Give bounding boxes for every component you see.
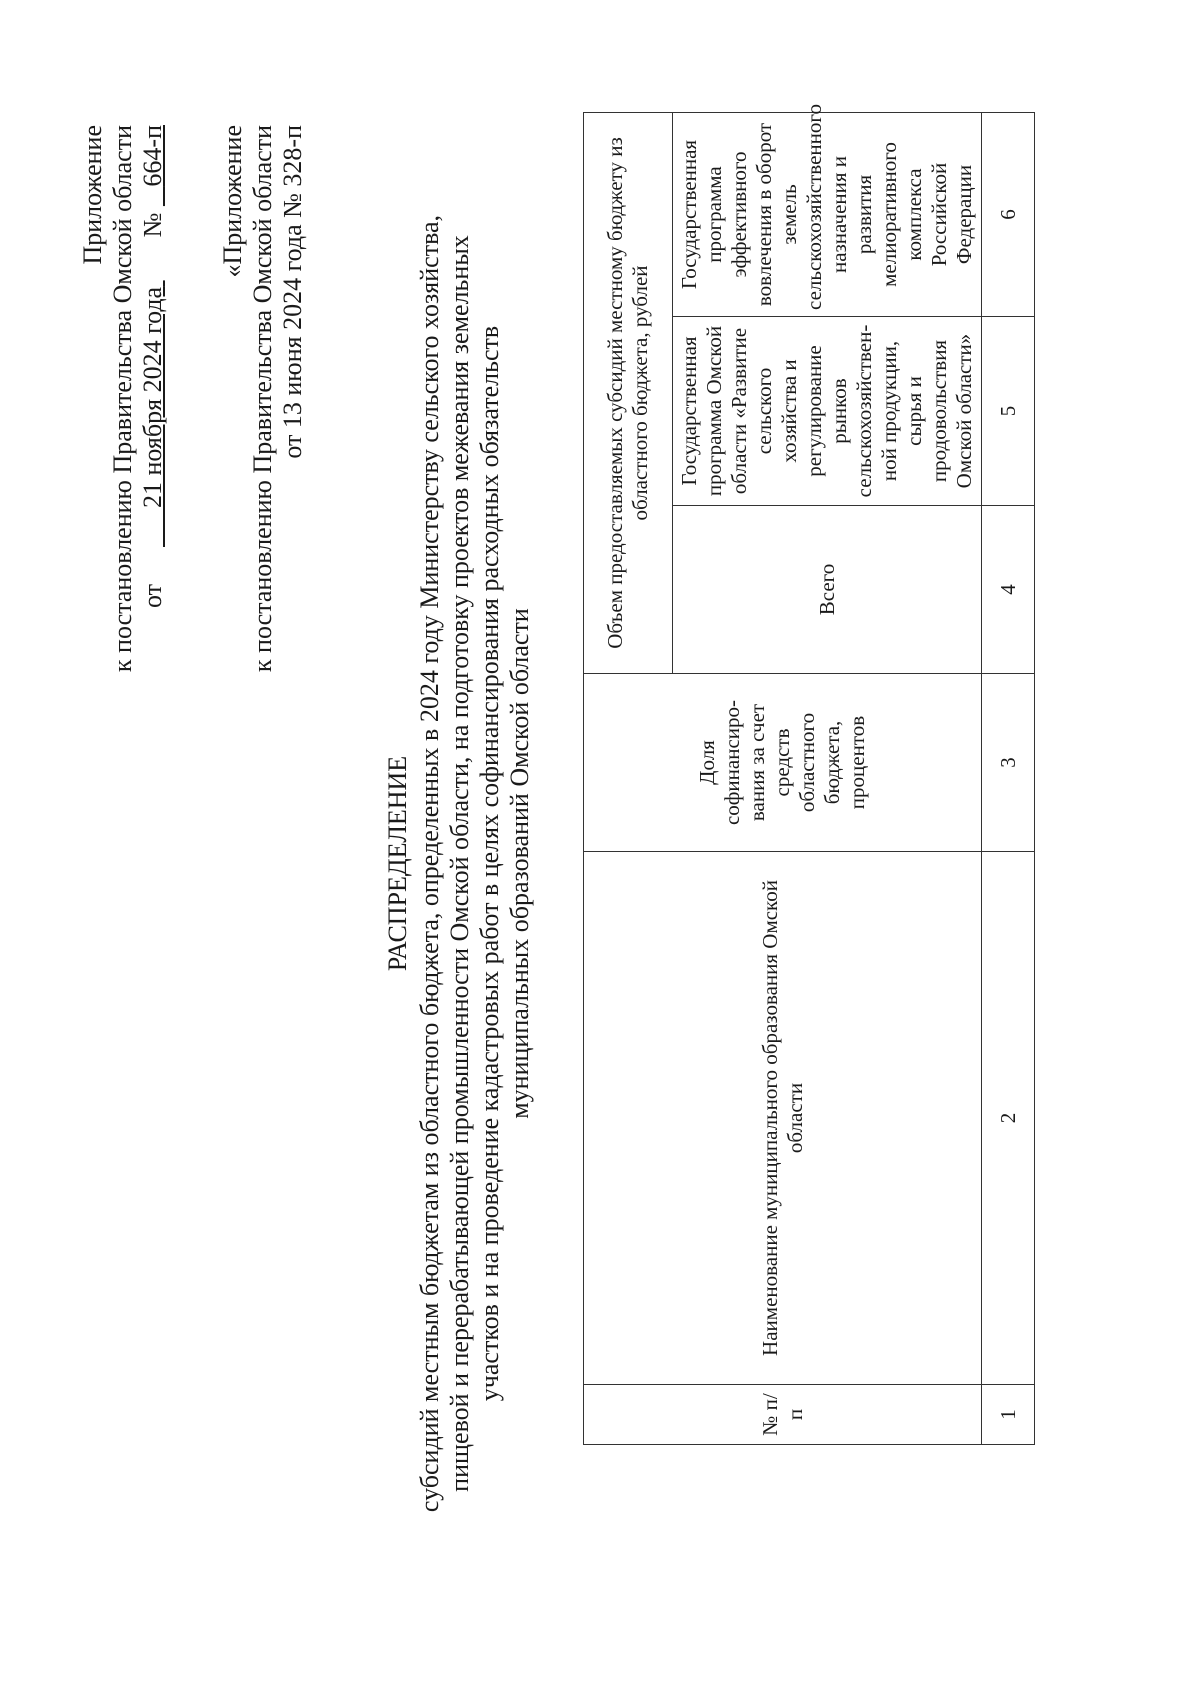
header-subsidy-volume: Объем предоставляемых субсидий местному бюджету из областного бюджета, рублей [584, 112, 673, 673]
column-number: 5 [982, 317, 1035, 506]
number-prefix: № [138, 212, 167, 238]
appendix-label: Приложение [78, 125, 107, 265]
table-header-row [584, 112, 673, 1444]
column-number: 6 [982, 112, 1035, 316]
document-title [383, 200, 535, 1527]
title-line: участков и на проведение кадастровых работ в целях софинансирования расходных обязательств [475, 325, 504, 1402]
old-appendix-decree-ref: к постановлению Правительства Омской области [248, 125, 277, 673]
header-total: Всего [673, 506, 982, 674]
old-appendix-date-number: от 13 июня 2024 года № 328-п [278, 125, 307, 459]
appendix-date-number [138, 125, 168, 672]
header-cofinancing-share: Доля софинансиро-вания за счет средств областного бюджета, процентов [584, 674, 982, 852]
decree-number: 664-п [138, 125, 167, 187]
title-line: субсидий местным бюджетам из областного бюджета, определенных в 2024 году Министерству сельского хозяйства, [415, 214, 444, 1513]
title-line: муниципальных образований Омской области [505, 608, 534, 1119]
column-number: 4 [982, 506, 1035, 674]
column-number: 2 [982, 852, 1035, 1385]
appendix-decree-ref: к постановлению Правительства Омской области [108, 125, 137, 673]
old-appendix-label: «Приложение [218, 125, 247, 278]
decree-date: 21 ноября 2024 года [138, 286, 167, 508]
column-number: 3 [982, 674, 1035, 852]
appendix-header-new [78, 125, 168, 672]
header-row-number: № п/п [584, 1385, 982, 1445]
header-state-program-land: Государственная программа эффективного вовлечения в оборот земель сельскохозяйственного назначения и развития мелиоративного комплекса Российской Федерации [673, 112, 982, 316]
distribution-table [583, 104, 1035, 1445]
header-state-program-agriculture: Государственная программа Омской области «Развитие сельского хозяйства и регулирование рынков сельскохозяйствен-ной продукции, сырья и продовольствия Омской области» [673, 317, 982, 506]
title-line: пищевой и перерабатывающей промышленности Омской области, на подготовку проектов межевания земельных [445, 235, 474, 1492]
from-prefix: от [138, 584, 167, 609]
title-heading: РАСПРЕДЕЛЕНИЕ [383, 755, 412, 972]
column-number: 1 [982, 1385, 1035, 1445]
table-row-column-numbers [982, 112, 1035, 1444]
header-municipality-name: Наименование муниципального образования Омской области [584, 852, 982, 1385]
appendix-header-old [218, 125, 308, 672]
